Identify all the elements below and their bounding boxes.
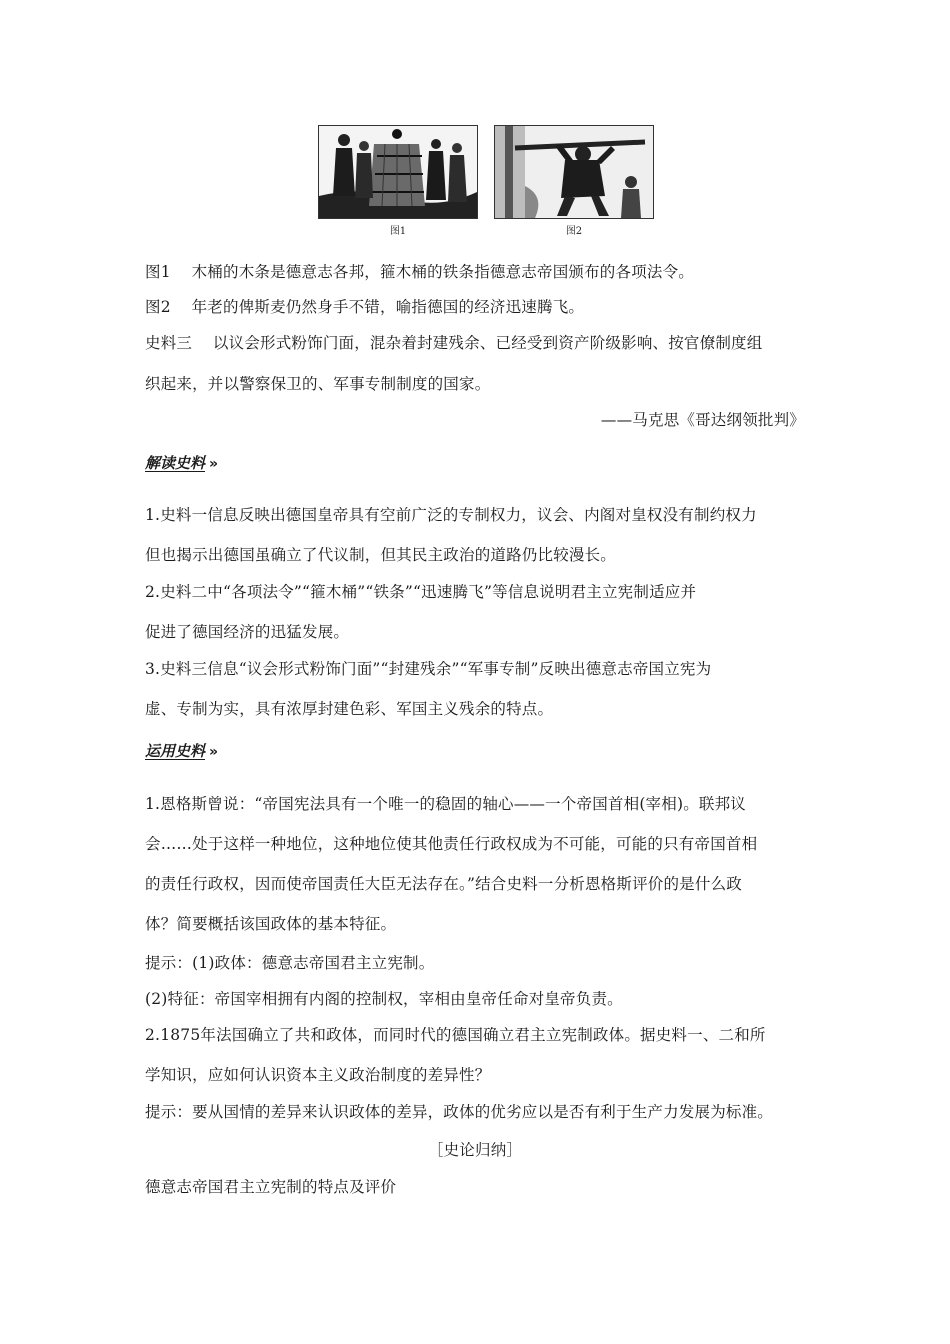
figure-2	[494, 125, 654, 237]
summary-subheading: 德意志帝国君主立宪制的特点及评价	[145, 1178, 397, 1196]
interpret-point-2-line-1: 2.史料二中“各项法令”“箍木桶”“铁条”“迅速腾飞”等信息说明君主立宪制适应并	[145, 583, 697, 601]
interpret-section-heading	[145, 452, 218, 473]
interpret-point-2-line-2: 促进了德国经济的迅猛发展。	[145, 623, 350, 641]
figure-1-caption: 图1	[389, 226, 407, 237]
answer-2-line-1: 提示：要从国情的差异来认识政体的差异，政体的优劣应以是否有利于生产力发展为标准。	[145, 1103, 774, 1121]
interpret-section-title: 解读史料	[145, 454, 206, 472]
interpret-point-1-line-1: 1.史料一信息反映出德国皇帝具有空前广泛的专制权力，议会、内阁对皇权没有制约权力	[145, 506, 757, 524]
interpret-point-3-line-2: 虚、专制为实，具有浓厚封建色彩、军国主义残余的特点。	[145, 700, 554, 718]
question-1-line-2: 会……处于这样一种地位，这种地位使其他责任行政权成为不可能，可能的只有帝国首相	[145, 835, 758, 853]
interpret-point-3-line-1: 3.史料三信息“议会形式粉饰门面”“封建残余”“军事专制”反映出德意志帝国立宪为	[145, 660, 712, 678]
answer-1-line-2: (2)特征：帝国宰相拥有内阁的控制权，宰相由皇帝任命对皇帝负责。	[145, 990, 623, 1008]
barrel-cartoon-image	[318, 125, 478, 219]
question-1-line-3: 的责任行政权，因而使帝国责任大臣无法存在。”结合史料一分析恩格斯评价的是什么政	[145, 875, 742, 893]
summary-heading: ［史论归纳］	[427, 1141, 523, 1159]
question-1-line-1: 1.恩格斯曾说：“帝国宪法具有一个唯一的稳固的轴心——一个帝国首相(宰相)。联邦议	[145, 795, 747, 813]
figure-group	[318, 125, 634, 235]
answer-1-line-1: 提示：(1)政体：德意志帝国君主立宪制。	[145, 954, 435, 972]
figure-1	[318, 125, 478, 237]
figure-1-explanation: 图1 木桶的木条是德意志各邦，箍木桶的铁条指德意志帝国颁布的各项法令。	[145, 263, 694, 281]
question-2-line-2: 学知识，应如何认识资本主义政治制度的差异性？	[145, 1066, 491, 1084]
apply-section-heading	[145, 740, 218, 761]
figure-2-explanation: 图2 年老的俾斯麦仍然身手不错，喻指德国的经济迅速腾飞。	[145, 298, 585, 316]
question-2-line-1: 2.1875年法国确立了共和政体，而同时代的德国确立君主立宪制政体。据史料一、二和所	[145, 1026, 766, 1044]
source-3-line-2: 织起来，并以警察保卫的、军事专制制度的国家。	[145, 375, 491, 393]
source-3-line-1: 史料三 以议会形式粉饰门面，混杂着封建残余、已经受到资产阶级影响、按官僚制度组	[145, 334, 763, 352]
double-chevron-icon: »	[209, 744, 219, 760]
interpret-point-1-line-2: 但也揭示出德国虽确立了代议制，但其民主政治的道路仍比较漫长。	[145, 546, 617, 564]
figure-2-caption: 图2	[565, 226, 583, 237]
bismarck-cartoon-image	[494, 125, 654, 219]
double-chevron-icon: »	[209, 456, 219, 472]
apply-section-title: 运用史料	[145, 742, 206, 760]
source-3-attribution: ——马克思《哥达纲领批判》	[600, 411, 805, 429]
question-1-line-4: 体？简要概括该国政体的基本特征。	[145, 915, 397, 933]
